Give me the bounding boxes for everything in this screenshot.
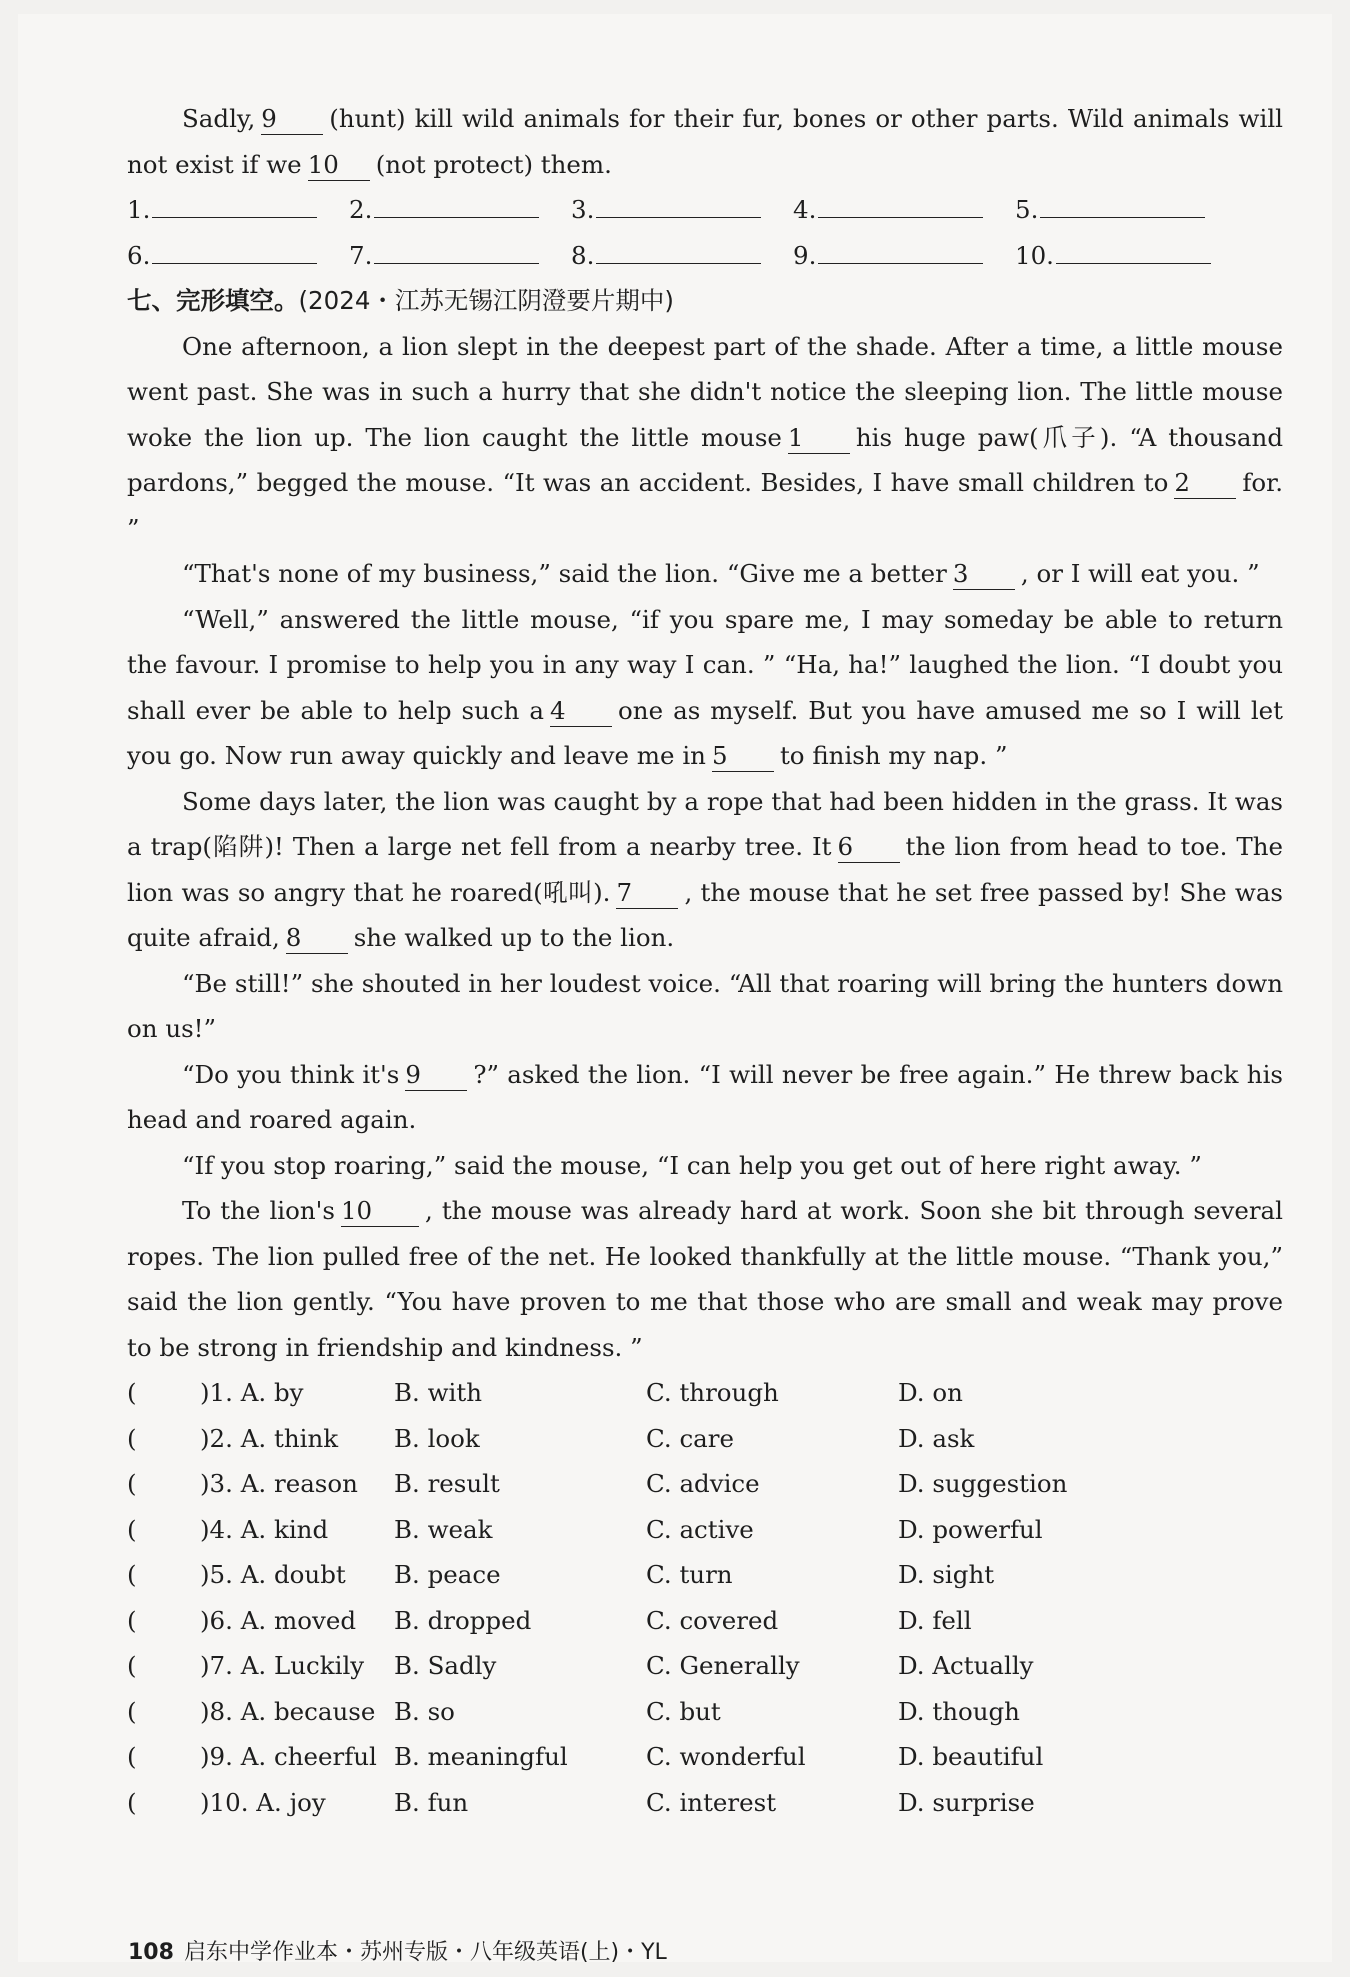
question-row: [127, 1734, 1283, 1780]
question-row: [127, 1598, 1283, 1644]
answer-cell-2[interactable]: 2.: [349, 187, 571, 233]
option-b[interactable]: B. so: [394, 1696, 455, 1726]
answer-cell-1[interactable]: 1.: [127, 187, 349, 233]
passage-paragraph-7: “If you stop roaring,” said the mouse, “I can help you get out of here right away. ”: [182, 1150, 1202, 1180]
question-row: [127, 1507, 1283, 1553]
question-row: [127, 1370, 1283, 1416]
option-c[interactable]: C. Generally: [646, 1651, 800, 1680]
blank-4[interactable]: 4: [550, 696, 612, 727]
section-heading: [127, 278, 1283, 324]
option-a[interactable]: )7. A. Luckily: [200, 1651, 365, 1680]
option-c[interactable]: C. but: [646, 1696, 721, 1726]
question-row: [127, 1689, 1283, 1735]
answer-line[interactable]: [818, 187, 983, 218]
answer-cell-3[interactable]: 3.: [571, 187, 793, 233]
answer-cell-4[interactable]: 4.: [793, 187, 1015, 233]
option-c[interactable]: C. interest: [646, 1787, 777, 1817]
question-row: [127, 1461, 1283, 1507]
blank-2[interactable]: 2: [1174, 468, 1236, 499]
blank-1[interactable]: 1: [788, 423, 850, 454]
option-d[interactable]: D. beautiful: [898, 1742, 1044, 1771]
option-a[interactable]: )1. A. by: [200, 1378, 304, 1407]
blank-7[interactable]: 7: [616, 878, 678, 909]
question-row: [127, 1416, 1283, 1462]
option-d[interactable]: D. powerful: [898, 1514, 1043, 1544]
passage-paragraph-2: “That's none of my business,” said the lion. “Give me a better 3 , or I will eat you. ”: [182, 559, 1260, 588]
option-a[interactable]: )5. A. doubt: [200, 1560, 346, 1589]
blank-10[interactable]: 10: [308, 150, 370, 181]
section-title: 七、完形填空。: [127, 286, 299, 315]
option-c[interactable]: C. covered: [646, 1605, 779, 1635]
blank-10-passage[interactable]: 10: [341, 1196, 419, 1227]
option-d[interactable]: D. suggestion: [898, 1469, 1068, 1498]
passage-paragraph-1: One afternoon, a lion slept in the deepest part of the shade. After a time, a little mouse went past. She was in such a hurry that she didn't notice the sleeping lion. The little mouse woke the lion up. The lion caught the little mouse 1 his huge paw(爪子). “A thousand pardons,” begged the mouse. “It was an accident. Besides, I have small children to 2 for. ”: [127, 331, 1283, 543]
option-b[interactable]: B. meaningful: [394, 1742, 568, 1771]
passage-paragraph-5: “Be still!” she shouted in her loudest voice. “All that roaring will bring the hunters down on us!”: [127, 968, 1283, 1043]
option-c[interactable]: C. care: [646, 1423, 734, 1453]
option-c[interactable]: C. turn: [646, 1560, 733, 1589]
option-b[interactable]: B. weak: [394, 1514, 493, 1544]
question-row: [127, 1780, 1283, 1826]
option-c[interactable]: C. through: [646, 1378, 779, 1407]
intro-paragraph: Sadly, 9 (hunt) kill wild animals for their fur, bones or other parts. Wild animals will not exist if we 10 (not protect) them.: [127, 104, 1283, 179]
answer-cell-6[interactable]: 6.: [127, 233, 349, 279]
passage-paragraph-4: Some days later, the lion was caught by a rope that had been hidden in the grass. It was a trap(陷阱)! Then a large net fell from a nearby tree. It 6 the lion from head to toe. The lion was so angry that he roared(吼叫). 7 , the mouse that he set free passed by! She was quite afraid, 8 she walked up to the lion.: [127, 786, 1283, 952]
answer-line[interactable]: [818, 233, 983, 264]
option-d[interactable]: D. though: [898, 1696, 1020, 1726]
answer-line[interactable]: [596, 187, 761, 218]
option-d[interactable]: D. Actually: [898, 1651, 1034, 1680]
answer-line[interactable]: [1056, 233, 1211, 264]
answer-line[interactable]: [596, 233, 761, 264]
option-a[interactable]: )3. A. reason: [200, 1469, 358, 1498]
blank-5[interactable]: 5: [712, 741, 774, 772]
option-b[interactable]: B. result: [394, 1469, 500, 1498]
answer-bracket[interactable]: (: [127, 1605, 137, 1635]
answer-bracket[interactable]: (: [127, 1560, 137, 1589]
option-b[interactable]: B. dropped: [394, 1605, 532, 1635]
answer-line[interactable]: [152, 187, 317, 218]
answer-bracket[interactable]: (: [127, 1378, 137, 1407]
option-d[interactable]: D. ask: [898, 1423, 975, 1453]
option-c[interactable]: C. active: [646, 1514, 754, 1544]
option-a[interactable]: )9. A. cheerful: [200, 1742, 377, 1771]
page-number: 108: [128, 1940, 174, 1965]
answer-bracket[interactable]: (: [127, 1423, 137, 1453]
passage-paragraph-8: To the lion's 10 , the mouse was already hard at work. Soon she bit through several ropes. The lion pulled free of the net. He looked thankfully at the little mouse. “Thank you,” said the lion gently. “You have proven to me that those who are small and weak may prove to be strong in friendship and kindness. ”: [127, 1196, 1283, 1362]
option-d[interactable]: D. on: [898, 1378, 963, 1407]
question-list: [127, 1370, 1283, 1825]
answer-bracket[interactable]: (: [127, 1514, 137, 1544]
question-row: [127, 1552, 1283, 1598]
answer-line[interactable]: [374, 233, 539, 264]
option-a[interactable]: )8. A. because: [200, 1696, 376, 1726]
option-d[interactable]: D. fell: [898, 1605, 972, 1635]
blank-6[interactable]: 6: [838, 832, 900, 863]
passage-paragraph-6: “Do you think it's 9 ?” asked the lion. “I will never be free again.” He threw back his head and roared again.: [127, 1059, 1283, 1134]
answer-line[interactable]: [1040, 187, 1205, 218]
question-row: [127, 1643, 1283, 1689]
option-a[interactable]: )6. A. moved: [200, 1605, 356, 1635]
option-d[interactable]: D. sight: [898, 1560, 995, 1589]
page-footer: [128, 1935, 667, 1966]
option-b[interactable]: B. fun: [394, 1787, 469, 1817]
option-a[interactable]: )4. A. kind: [200, 1514, 329, 1544]
option-c[interactable]: C. wonderful: [646, 1742, 806, 1771]
option-d[interactable]: D. surprise: [898, 1787, 1035, 1817]
answer-cell-10[interactable]: 10.: [1015, 233, 1237, 279]
answer-cell-5[interactable]: 5.: [1015, 187, 1237, 233]
option-a[interactable]: )10. A. joy: [200, 1787, 326, 1817]
book-title: 启东中学作业本・苏州专版・八年级英语(上)・YL: [183, 1940, 667, 1965]
option-b[interactable]: B. peace: [394, 1560, 501, 1589]
blank-9[interactable]: 9: [261, 104, 323, 135]
option-b[interactable]: B. with: [394, 1378, 483, 1407]
answer-bracket[interactable]: (: [127, 1742, 137, 1771]
answer-bracket[interactable]: (: [127, 1651, 137, 1680]
option-b[interactable]: B. look: [394, 1423, 480, 1453]
answer-cell-7[interactable]: 7.: [349, 233, 571, 279]
option-c[interactable]: C. advice: [646, 1469, 760, 1498]
blank-3[interactable]: 3: [953, 559, 1015, 590]
blank-9-passage[interactable]: 9: [405, 1060, 467, 1091]
answer-bracket[interactable]: (: [127, 1696, 137, 1726]
option-a[interactable]: )2. A. think: [200, 1423, 339, 1453]
worksheet-content: [127, 96, 1283, 1825]
answer-lines: [127, 187, 1283, 278]
answer-cell-9[interactable]: 9.: [793, 233, 1015, 279]
answer-line[interactable]: [152, 233, 317, 264]
answer-cell-8[interactable]: 8.: [571, 233, 793, 279]
answer-bracket[interactable]: (: [127, 1469, 137, 1498]
answer-line[interactable]: [374, 187, 539, 218]
blank-8[interactable]: 8: [286, 923, 348, 954]
answer-bracket[interactable]: (: [127, 1787, 137, 1817]
option-b[interactable]: B. Sadly: [394, 1651, 497, 1680]
section-source: (2024・江苏无锡江阴澄要片期中): [298, 286, 674, 315]
passage-paragraph-3: “Well,” answered the little mouse, “if you spare me, I may someday be able to return the favour. I promise to help you in any way I can. ” “Ha, ha!” laughed the lion. “I doubt you shall ever be able to help such a 4 one as myself. But you have amused me so I will let you go. Now run away quickly and leave me in 5 to finish my nap. ”: [127, 604, 1284, 770]
